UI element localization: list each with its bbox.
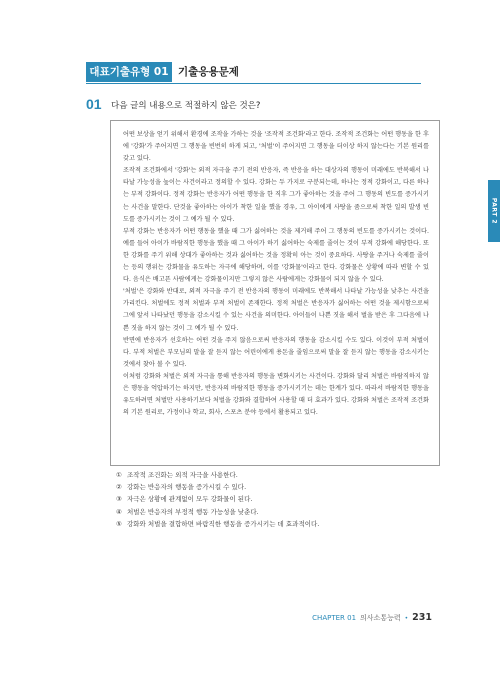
option-marker: ③ (116, 495, 122, 504)
passage-paragraph: 어떤 보상을 얻기 위해서 환경에 조작을 가하는 것을 '조작적 조건화'라고 한다. 조작적 조건화는 어떤 행동을 한 후에 '강화'가 주어지면 그 행동을 빈번히 하게 되고, '처벌'이 주어지면 그 행동을 더이상 하지 않는다는 기본 원리를 갖고 있다. (123, 131, 429, 163)
chapter-number: CHAPTER 01 (312, 614, 357, 622)
passage-paragraph: 이처럼 강화와 처벌은 외적 자극을 통해 반응자의 행동을 변화시키는 사건이다. 강화와 달리 처벌은 바람직하지 않은 행동을 억압하기는 하지만, 반응자의 바람직한 행동을 증가시키기는 데는 한계가 있다. 따라서 바람직한 행동을 유도하려면 처벌만 사용하기보다 처벌을 강화와 결합하여 사용할 때 더 효과가 있다. 강화와 처벌은 조작적 조건화의 기본 원리로, 가정이나 학교, 회사, 스포츠 분야 등에서 활용되고 있다. (123, 372, 429, 417)
option-text: 처벌은 반응자의 부정적 행동 가능성을 낮춘다. (127, 507, 259, 516)
passage-paragraph: 조작적 조건화에서 '강화'는 외적 자극을 주기 전의 반응자, 즉 반응을 하는 대상자의 행동이 미래에도 반복해서 나타날 가능성을 높이는 사건이라고 정의할 수 있다. 강화는 두 가지로 구분되는데, 하나는 정적 강화이고, 다른 하나는 부적 강화이다. 정적 강화는 반응자가 어떤 행동을 한 직후 그가 좋아하는 것을 주어 그 행동의 빈도를 증가시키는 사건을 말한다. 단것을 좋아하는 아이가 착한 일을 했을 경우, 그 아이에게 사탕을 줌으로써 착한 일의 발생 빈도를 증가시키는 것이 그 예가 될 수 있다. (123, 167, 429, 223)
answer-option-1[interactable] (116, 469, 446, 481)
answer-option-2[interactable] (116, 481, 446, 493)
part-label: PART 2 (490, 197, 498, 225)
option-text: 강화는 반응자의 행동을 증가시킬 수 있다. (127, 483, 247, 492)
option-marker: ④ (116, 507, 122, 516)
passage-paragraph: 반면에 반응자가 선호하는 어떤 것을 주지 않음으로써 반응자의 행동을 감소시킬 수도 있다. 이것이 부적 처벌이다. 부적 처벌은 부모님의 말을 잘 듣지 않는 어린이에게 용돈을 줄임으로써 말을 잘 듣지 않는 행동을 감소시키는 것에서 찾아 볼 수 있다. (123, 336, 429, 368)
page-footer (312, 612, 432, 623)
passage-paragraph: '처벌'은 강화와 반대로, 외적 자극을 주기 전 반응자의 행동이 미래에도 반복해서 나타날 가능성을 낮추는 사건을 가리킨다. 처벌에도 정적 처벌과 부적 처벌이 존재한다. 정적 처벌은 반응자가 싫어하는 어떤 것을 제시함으로써 그에 앞서 나타났던 행동을 감소시킬 수 있는 사건을 의미한다. 아이들이 나쁜 짓을 해서 벌을 받은 후 그다음에 나쁜 짓을 하지 않는 것이 그 예가 될 수 있다. (123, 288, 429, 332)
section-header (86, 62, 421, 82)
footer-bullet: • (404, 615, 409, 622)
answer-option-3[interactable] (116, 493, 446, 505)
option-text: 강화와 처벌을 결합하면 바람직한 행동을 증가시키는 데 효과적이다. (127, 519, 320, 528)
answer-options (116, 469, 446, 530)
question-number: 01 (86, 96, 102, 112)
section-tag: 대표기출유형 01 (86, 62, 172, 82)
header-divider (86, 83, 421, 84)
answer-option-5[interactable] (116, 518, 446, 530)
chapter-title: 의사소통능력 (360, 614, 401, 622)
part-side-tab (488, 180, 500, 242)
passage-box (110, 120, 440, 466)
section-title: 기출응용문제 (178, 66, 239, 78)
option-marker: ① (116, 471, 122, 479)
answer-option-4[interactable] (116, 506, 446, 518)
page-number: 231 (412, 612, 432, 623)
option-text: 자극은 상황에 관계없이 모두 강화물이 된다. (127, 495, 253, 504)
option-text: 조작적 조건화는 외적 자극을 사용한다. (127, 471, 238, 479)
passage-paragraph: 부적 강화는 반응자가 어떤 행동을 했을 때 그가 싫어하는 것을 제거해 주어 그 행동의 빈도를 증가시키는 것이다. 예를 들어 아이가 바람직한 행동을 했을 때 그 아이가 하기 싫어하는 숙제를 줄이는 것이 부적 강화에 해당한다. 또한 강화를 주기 위해 상대가 좋아하는 것과 싫어하는 것을 정확히 아는 것이 중요하다. 사탕을 주거나 숙제를 줄이는 등의 행위는 강화물을 유도하는 자극에 해당하며, 이를 '강화물'이라고 한다. 강화물은 상황에 따라 변할 수 있다. 음식은 배고픈 사람에게는 강화물이지만 그렇지 않은 사람에게는 강화물이 되지 않을 수 있다. (123, 227, 429, 284)
option-marker: ⑤ (116, 519, 122, 528)
option-marker: ② (116, 483, 122, 492)
question-text: 다음 글의 내용으로 적절하지 않은 것은? (111, 101, 261, 111)
